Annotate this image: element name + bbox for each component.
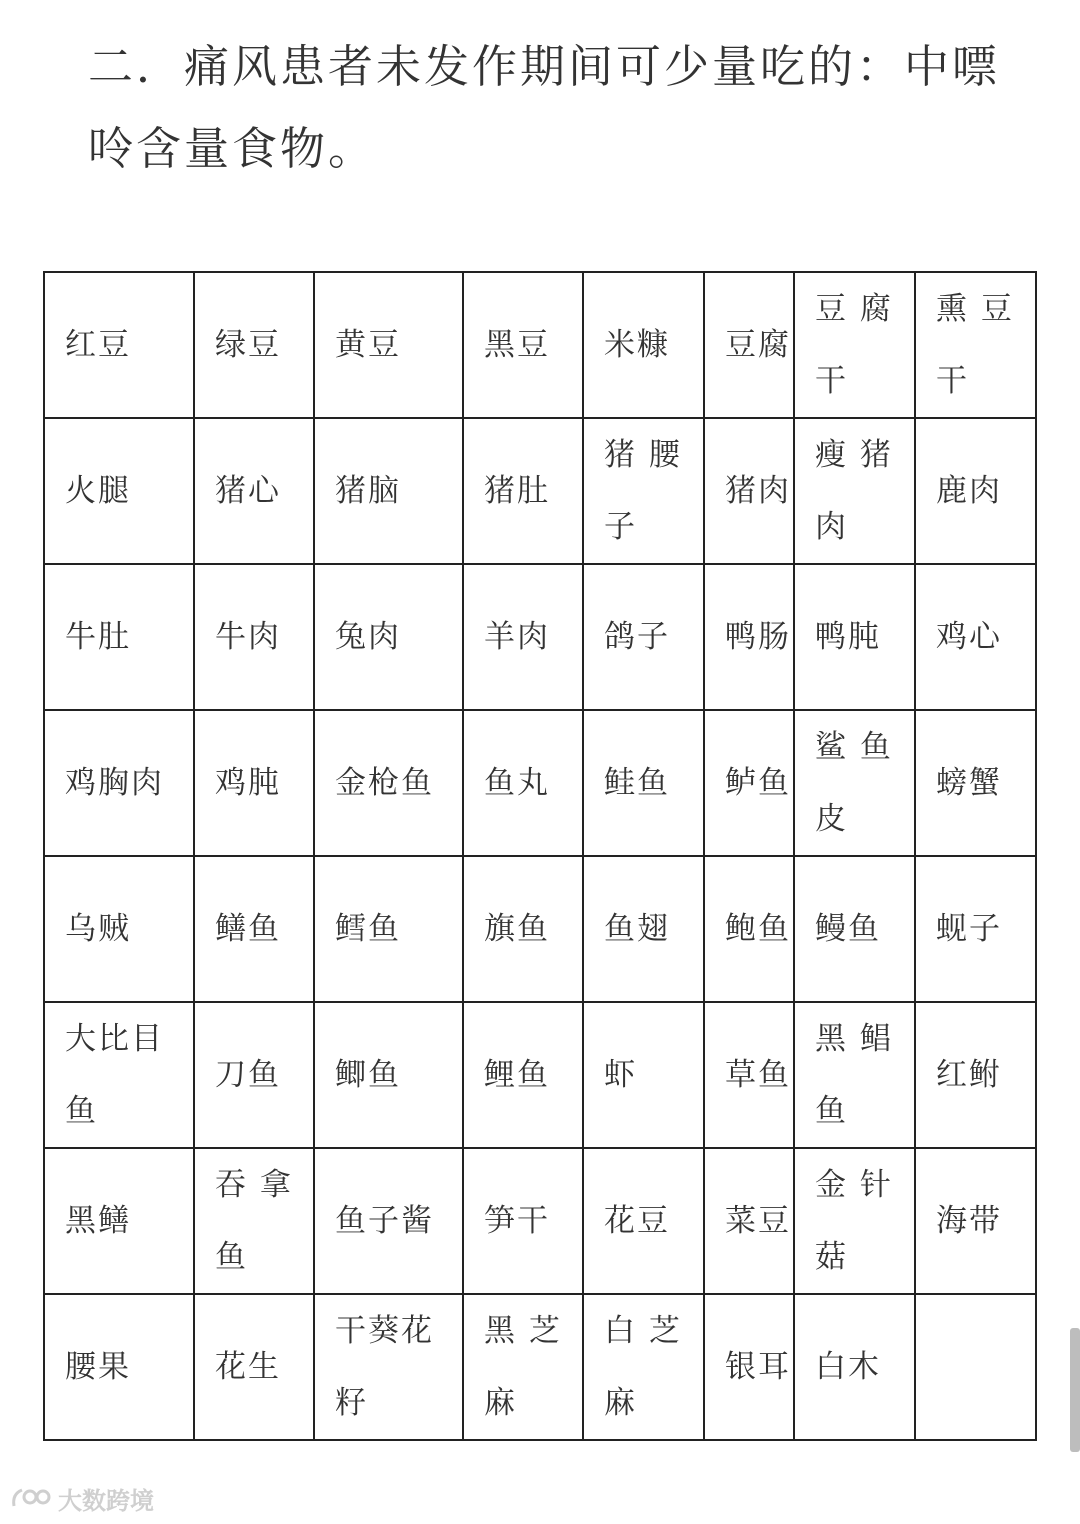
cell-text: 虾: [604, 1057, 637, 1093]
cell-text: 银耳: [725, 1349, 791, 1385]
cell-text: 大比目鱼: [65, 1021, 164, 1129]
table-cell: [915, 710, 1036, 856]
table-cell: [915, 1294, 1036, 1440]
table-cell: [463, 564, 583, 710]
table-cell: [44, 272, 194, 418]
cell-text: 鱼丸: [484, 765, 550, 801]
cell-text: 蚬子: [936, 911, 1002, 947]
cell-text: 猪心: [215, 473, 281, 509]
table-cell: [915, 564, 1036, 710]
cell-text: 鲫鱼: [335, 1057, 401, 1093]
table-cell: [194, 856, 314, 1002]
table-cell: [194, 1002, 314, 1148]
cell-text: 白 芝麻: [604, 1313, 682, 1421]
cell-text: 黑 芝麻: [484, 1313, 562, 1421]
cell-text: 猪 腰子: [604, 437, 682, 545]
table-row: [44, 564, 1036, 710]
cell-text: 鸡心: [936, 619, 1002, 655]
table-row: [44, 1148, 1036, 1294]
cell-text: 鸭肫: [815, 619, 881, 655]
table-row: [44, 710, 1036, 856]
table-cell: [314, 1294, 463, 1440]
table-cell: [704, 710, 794, 856]
table-cell: [463, 1002, 583, 1148]
cell-text: 黄豆: [335, 327, 401, 363]
table-cell: [314, 710, 463, 856]
table-cell: [915, 1002, 1036, 1148]
cell-text: 豆腐: [725, 327, 791, 363]
table-cell: [44, 856, 194, 1002]
table-cell: [704, 272, 794, 418]
table-row: [44, 856, 1036, 1002]
table-cell: [915, 1148, 1036, 1294]
table-cell: [44, 1148, 194, 1294]
cell-text: 螃蟹: [936, 765, 1002, 801]
cell-text: 牛肉: [215, 619, 281, 655]
table-cell: [194, 564, 314, 710]
cell-text: 旗鱼: [484, 911, 550, 947]
watermark-text: 大数跨境: [58, 1487, 154, 1515]
cell-text: 豆 腐干: [815, 291, 893, 399]
food-table: [43, 271, 1037, 1441]
table-cell: [704, 564, 794, 710]
table-cell: [915, 856, 1036, 1002]
cell-text: 鲨 鱼皮: [815, 729, 893, 837]
cell-text: 瘦 猪肉: [815, 437, 893, 545]
cell-text: 花生: [215, 1349, 281, 1385]
cell-text: 干葵花籽: [335, 1313, 434, 1421]
heading-line-1: 二．痛风患者未发作期间可少量吃的：中嘌: [88, 40, 1001, 93]
cell-text: 红鲋: [936, 1057, 1002, 1093]
cell-text: 黑鳝: [65, 1203, 131, 1239]
cell-text: 刀鱼: [215, 1057, 281, 1093]
cell-text: 草鱼: [725, 1057, 791, 1093]
table-cell: [704, 418, 794, 564]
table-cell: [915, 272, 1036, 418]
cell-text: 鲑鱼: [604, 765, 670, 801]
cell-text: 米糠: [604, 327, 670, 363]
cell-text: 鱼翅: [604, 911, 670, 947]
table-cell: [794, 418, 915, 564]
table-cell: [44, 418, 194, 564]
table-cell: [463, 1148, 583, 1294]
table-row: [44, 1002, 1036, 1148]
table-cell: [704, 1294, 794, 1440]
table-cell: [583, 1002, 704, 1148]
table-cell: [583, 272, 704, 418]
cell-text: 鱼子酱: [335, 1203, 434, 1239]
table-cell: [583, 1148, 704, 1294]
table-cell: [794, 1002, 915, 1148]
table-cell: [583, 710, 704, 856]
cell-text: 笋干: [484, 1203, 550, 1239]
table-row: [44, 418, 1036, 564]
cell-text: 羊肉: [484, 619, 550, 655]
table-cell: [194, 1294, 314, 1440]
table-cell: [704, 856, 794, 1002]
table-cell: [794, 1148, 915, 1294]
table-cell: [794, 1294, 915, 1440]
cell-text: 猪肚: [484, 473, 550, 509]
table-cell: [583, 418, 704, 564]
cell-text: 鳕鱼: [335, 911, 401, 947]
table-cell: [44, 710, 194, 856]
cell-text: 熏 豆干: [936, 291, 1014, 399]
table-cell: [463, 710, 583, 856]
cell-text: 火腿: [65, 473, 131, 509]
cell-text: 鳝鱼: [215, 911, 281, 947]
table-row: [44, 1294, 1036, 1440]
table-cell: [794, 564, 915, 710]
cell-text: 鸽子: [604, 619, 670, 655]
table-cell: [44, 564, 194, 710]
table-cell: [44, 1002, 194, 1148]
table-cell: [794, 856, 915, 1002]
cell-text: 黑 鲳鱼: [815, 1021, 893, 1129]
table-cell: [194, 272, 314, 418]
cell-text: 海带: [936, 1203, 1002, 1239]
page-heading: [88, 26, 1008, 190]
cell-text: 猪脑: [335, 473, 401, 509]
cell-text: 金枪鱼: [335, 765, 434, 801]
table-cell: [794, 272, 915, 418]
cell-text: 鳗鱼: [815, 911, 881, 947]
watermark: [10, 1481, 154, 1516]
table-row: [44, 272, 1036, 418]
table-cell: [314, 272, 463, 418]
table-cell: [314, 856, 463, 1002]
table-cell: [194, 418, 314, 564]
logo-icon: [10, 1484, 54, 1514]
table-cell: [704, 1148, 794, 1294]
table-cell: [704, 1002, 794, 1148]
table-cell: [314, 564, 463, 710]
table-cell: [463, 272, 583, 418]
table-cell: [915, 418, 1036, 564]
cell-text: 黑豆: [484, 327, 550, 363]
table-cell: [463, 418, 583, 564]
table-cell: [583, 1294, 704, 1440]
cell-text: 乌贼: [65, 911, 131, 947]
cell-text: 菜豆: [725, 1203, 791, 1239]
cell-text: 白木: [815, 1349, 881, 1385]
cell-text: 鲤鱼: [484, 1057, 550, 1093]
cell-text: 鲈鱼: [725, 765, 791, 801]
cell-text: 兔肉: [335, 619, 401, 655]
cell-text: 鸡胸肉: [65, 765, 164, 801]
cell-text: 花豆: [604, 1203, 670, 1239]
cell-text: 腰果: [65, 1349, 131, 1385]
cell-text: 鸡肫: [215, 765, 281, 801]
cell-text: 红豆: [65, 327, 131, 363]
cell-text: 吞 拿鱼: [215, 1167, 293, 1275]
table-cell: [463, 856, 583, 1002]
table-cell: [794, 710, 915, 856]
cell-text: 猪肉: [725, 473, 791, 509]
table-cell: [314, 1148, 463, 1294]
table-cell: [463, 1294, 583, 1440]
cell-text: 牛肚: [65, 619, 131, 655]
table-cell: [194, 1148, 314, 1294]
cell-text: 绿豆: [215, 327, 281, 363]
heading-line-2: 呤含量食物。: [88, 122, 377, 175]
cell-text: 鲍鱼: [725, 911, 791, 947]
table-cell: [194, 710, 314, 856]
scrollbar-thumb[interactable]: [1070, 1328, 1080, 1452]
table-cell: [44, 1294, 194, 1440]
cell-text: 鹿肉: [936, 473, 1002, 509]
table-cell: [314, 1002, 463, 1148]
food-table-body: [44, 272, 1036, 1440]
table-cell: [314, 418, 463, 564]
table-cell: [583, 856, 704, 1002]
table-cell: [583, 564, 704, 710]
cell-text: 鸭肠: [725, 619, 791, 655]
cell-text: 金 针菇: [815, 1167, 893, 1275]
